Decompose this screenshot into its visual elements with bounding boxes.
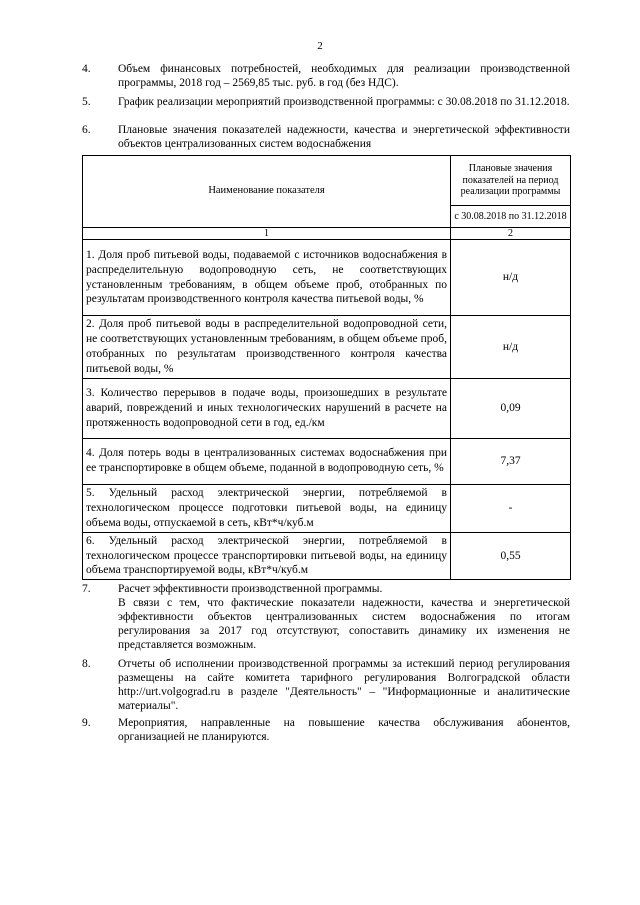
table-row [83,484,571,532]
indicator-name: 3. Количество перерывов в подаче воды, произошедших в результате аварий, повреждений и иных технологических нарушений в расчете на протяженность водопроводной сети в год, ед./км [83,378,451,438]
item-text: Плановые значения показателей надежности, качества и энергетической эффективности объектов централизованных систем водоснабжения [118,124,570,151]
indicator-value: 0,55 [451,532,571,580]
item-number: 6. [82,124,91,136]
indicator-value: 7,37 [451,438,571,484]
item-text: График реализации мероприятий производственной программы: с 30.08.2018 по 31.12.2018. [118,96,570,108]
list-item-5 [82,95,570,109]
indicator-value: 0,09 [451,378,571,438]
indicator-name: 2. Доля проб питьевой воды в распределительной водопроводной сети, не соответствующих установленным требованиям, в общем объеме проб, отобранных по результатам производственного контроля качества питьевой воды, % [83,316,451,379]
item-text: Объем финансовых потребностей, необходимых для реализации производственной программы, 2018 год – 2569,85 тыс. руб. в год (без НДС). [118,63,570,90]
page-number: 2 [317,40,323,52]
indicator-value: н/д [451,316,571,379]
table-row [83,240,571,316]
indicator-name: 6. Удельный расход электрической энергии, потребляемой в технологическом процессе транспортировки питьевой воды, на единицу объема транспортируемой воды, кВт*ч/куб.м [83,532,451,580]
table-row [83,532,571,580]
indicator-name: 4. Доля потерь воды в централизованных системах водоснабжения при ее транспортировке в общем объеме, поданной в водопроводную сеть, % [83,438,451,484]
table-row [83,316,571,379]
list-item-4 [82,62,570,90]
table-row [83,438,571,484]
column-header-name: Наименование показателя [83,156,451,228]
indicators-table [82,155,571,580]
item-number: 8. [82,658,91,670]
table-row [83,378,571,438]
list-item-9 [82,716,570,744]
item-text: В связи с тем, что фактические показатели надежности, качества и энергетической эффективности объектов централизованных систем водоснабжения по итогам регулирования за 2017 год отсутствуют, сопоставить динамику их изменения не представляется возможным. [118,597,570,652]
item-number: 9. [82,717,91,729]
item-text: Мероприятия, направленные на повышение качества обслуживания абонентов, организацией не планируются. [118,717,570,744]
item-text: Отчеты об исполнении производственной программы за истекший период регулирования размещены на сайте комитета тарифного регулирования Волгоградской области http://urt.volgograd.ru в разделе "Деятельность" – "Информационные и аналитические материалы". [118,658,570,713]
column-index-1: 1 [83,228,451,240]
indicator-name: 1. Доля проб питьевой воды, подаваемой с источников водоснабжения в распределительную водопроводную сеть, не соответствующих установленным требованиям, в общем объеме проб, отобранных по результатам производственного контроля качества питьевой воды, % [83,240,451,316]
item-title: Расчет эффективности производственной программы. [118,583,383,595]
list-item-6 [82,123,570,151]
column-header-value: Плановые значения показателей на период реализации программы [451,156,571,206]
list-item-7 [82,582,570,652]
column-index-2: 2 [451,228,571,240]
indicator-name: 5. Удельный расход электрической энергии, потребляемой в технологическом процессе подготовки питьевой воды, на единицу объема воды, отпускаемой в сеть, кВт*ч/куб.м [83,484,451,532]
item-number: 7. [82,583,91,595]
list-item-8 [82,657,570,713]
column-subheader-period: с 30.08.2018 по 31.12.2018 [451,206,571,228]
indicator-value: - [451,484,571,532]
item-number: 5. [82,96,91,108]
indicator-value: н/д [451,240,571,316]
item-number: 4. [82,63,91,75]
